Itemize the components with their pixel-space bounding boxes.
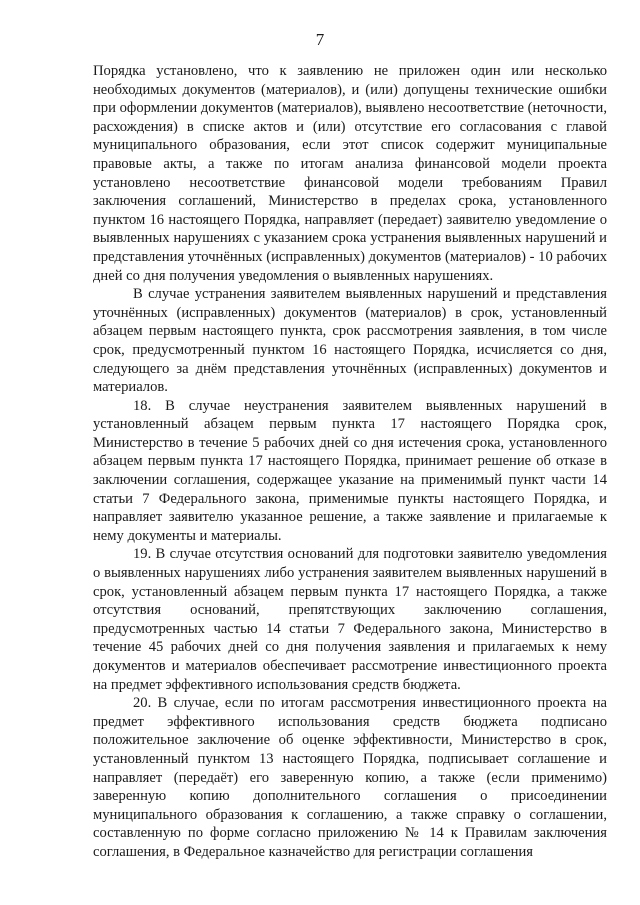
paragraph-19: 19. В случае отсутствия оснований для подготовки заявителю уведомления о выявленных нарушениях либо устранения заявителем выявленных нарушений в срок, установленный абзацем первым пункта 17 настоящего Порядка, а также отсутствия оснований, препятствующих заключению соглашения, предусмотренных частью 14 статьи 7 Федерального закона, Министерство в течение 45 рабочих дней со дня получения заявления и прилагаемых к нему документов и материалов обеспечивает рассмотрение инвестиционного проекта на предмет эффективного использования средств бюджета. <box>93 546 607 693</box>
paragraph-18: 18. В случае неустранения заявителем выявленных нарушений в установленный абзацем первым пункта 17 настоящего Порядка срок, Министерство в течение 5 рабочих дней со дня истечения срока, установленного абзацем первым пункта 17 настоящего Порядка, принимает решение об отказе в заключении соглашения, содержащее указание на применимый пункт части 14 статьи 7 Федерального закона, применимые пункты настоящего Порядка, и направляет заявителю указанное решение, а также заявление и прилагаемые к нему документы и материалы. <box>93 397 607 544</box>
paragraph-20: 20. В случае, если по итогам рассмотрения инвестиционного проекта на предмет эффективного использования средств бюджета подписано положительное заключение об оценке эффективности, Министерство в срок, установленный пунктом 13 настоящего Порядка, подписывает соглашение и направляет (передаёт) его заверенную копию, а также (если применимо) заверенную копию дополнительного соглашения о присоединении муниципального образования к соглашению, а также справку о соглашении, составленную по форме согласно приложению № 14 к Правилам заключения соглашения, в Федеральное казначейство для регистрации соглашения <box>93 695 607 860</box>
document-body <box>93 62 607 862</box>
page-number: 7 <box>315 30 325 49</box>
paragraph-17-continuation: Порядка установлено, что к заявлению не приложен один или несколько необходимых документов (материалов), и (или) допущены технические ошибки при оформлении документов (материалов), выявлено несоответствие (неточности, расхождения) в списке актов и (или) отсутствие его согласования с главой муниципального образования, если этот список содержит муниципальные правовые акты, а также по итогам анализа финансовой модели проекта установлено несоответствие финансовой модели требованиям Правил заключения соглашений, Министерство в пределах срока, установленного пунктом 16 настоящего Порядка, направляет (передает) заявителю уведомление о выявленных нарушениях с указанием срока устранения выявленных нарушений и представления уточнённых (исправленных) документов (материалов) - 10 рабочих дней со дня получения уведомления о выявленных нарушениях. <box>93 63 607 284</box>
paragraph-17-second-clause: В случае устранения заявителем выявленных нарушений и представления уточнённых (исправленных) документов (материалов) в срок, установленный абзацем первым настоящего пункта, срок рассмотрения заявления, в том числе срок, предусмотренный пунктом 16 настоящего Порядка, исчисляется со дня, следующего за днём представления уточнённых (исправленных) документов и материалов. <box>93 286 607 396</box>
